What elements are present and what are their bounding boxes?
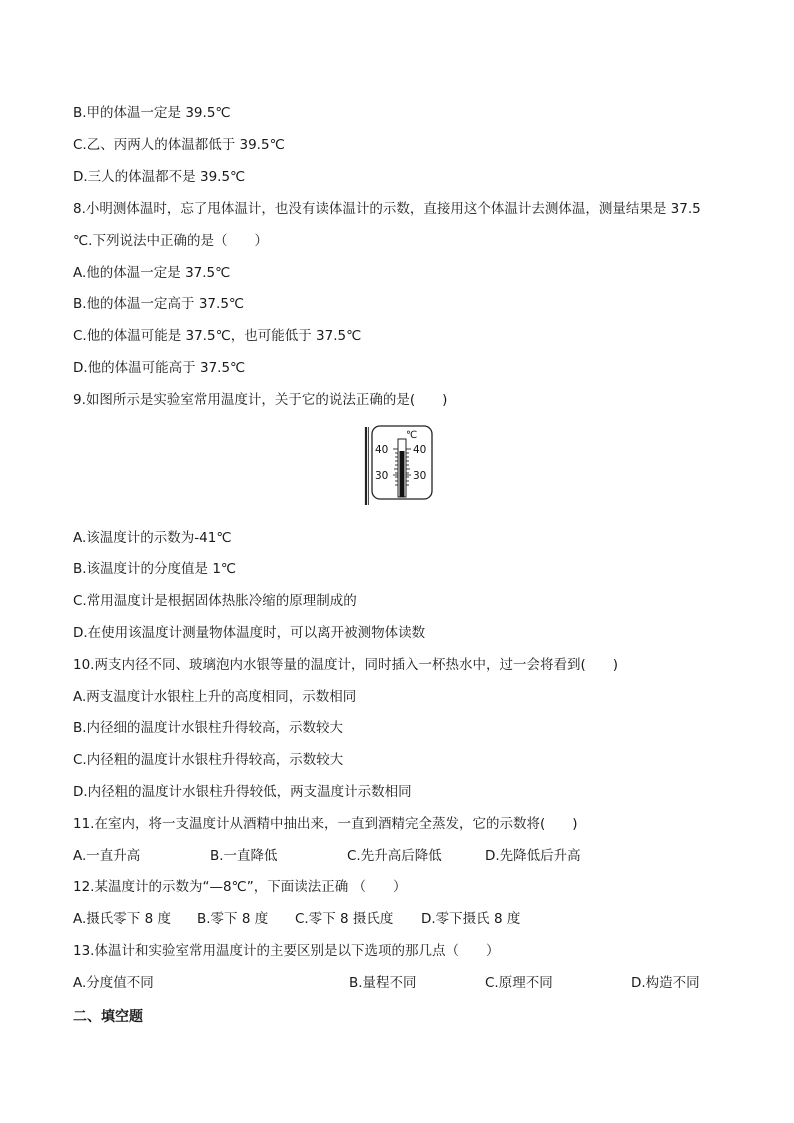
- q8-stem-line2: ℃.下列说法中正确的是（ ）: [73, 233, 268, 249]
- q7-option-d: D.三人的体温都不是 39.5℃: [73, 169, 246, 185]
- right-ticks: [406, 449, 411, 485]
- q8-stem-line1: 8.小明测体温时，忘了甩体温计，也没有读体温计的示数，直接用这个体温计去测体温，测量结果是 37.5: [73, 201, 701, 217]
- q7-option-c: C.乙、丙两人的体温都低于 39.5℃: [73, 137, 285, 153]
- q10-option-c: C.内径粗的温度计水银柱升得较高，示数较大: [73, 752, 344, 768]
- thermometer-svg: [360, 425, 435, 507]
- q12-option-c: C.零下 8 摄氏度: [295, 911, 394, 927]
- q11-option-c: C.先升高后降低: [347, 848, 442, 864]
- q8-option-c: C.他的体温可能是 37.5℃，也可能低于 37.5℃: [73, 328, 362, 344]
- q10-stem: 10.两支内径不同、玻璃泡内水银等量的温度计，同时插入一杯热水中，过一会将看到( ): [73, 657, 619, 673]
- mercury-column: [400, 451, 405, 497]
- thermometer-figure: [360, 425, 435, 507]
- q10-option-d: D.内径粗的温度计水银柱升得较低，两支温度计示数相同: [73, 784, 412, 800]
- q11-options: [73, 848, 713, 864]
- q11-option-d: D.先降低后升高: [485, 848, 581, 864]
- q8-option-a: A.他的体温一定是 37.5℃: [73, 265, 231, 281]
- q10-option-a: A.两支温度计水银柱上升的高度相同，示数相同: [73, 689, 357, 705]
- q8-option-b: B.他的体温一定高于 37.5℃: [73, 296, 245, 312]
- q13-option-a: A.分度值不同: [73, 975, 154, 991]
- left-ticks: [393, 449, 398, 485]
- q12-option-d: D.零下摄氏 8 度: [421, 911, 521, 927]
- q12-option-b: B.零下 8 度: [197, 911, 269, 927]
- q13-option-b: B.量程不同: [349, 975, 417, 991]
- q13-option-c: C.原理不同: [485, 975, 553, 991]
- q12-option-a: A.摄氏零下 8 度: [73, 911, 171, 927]
- q9-option-a: A.该温度计的示数为-41℃: [73, 530, 232, 546]
- q8-option-d: D.他的体温可能高于 37.5℃: [73, 360, 246, 376]
- right-label-40: 40: [413, 444, 427, 456]
- q9-option-c: C.常用温度计是根据固体热胀冷缩的原理制成的: [73, 593, 357, 609]
- q10-option-b: B.内径细的温度计水银柱升得较高，示数较大: [73, 720, 344, 736]
- left-label-30: 30: [375, 470, 389, 482]
- q9-option-d: D.在使用该温度计测量物体温度时，可以离开被测物体读数: [73, 625, 426, 641]
- q9-option-b: B.该温度计的分度值是 1℃: [73, 561, 237, 577]
- right-label-30: 30: [413, 470, 427, 482]
- section-title-fill-in: 二、填空题: [73, 1009, 143, 1025]
- q12-options: [73, 911, 713, 927]
- left-label-40: 40: [375, 444, 389, 456]
- q9-stem: 9.如图所示是实验室常用温度计，关于它的说法正确的是( ): [73, 392, 448, 408]
- q13-stem: 13.体温计和实验室常用温度计的主要区别是以下选项的那几点（ ）: [73, 943, 500, 959]
- q13-options: [73, 975, 733, 991]
- q11-stem: 11.在室内，将一支温度计从酒精中抽出来，一直到酒精完全蒸发，它的示数将( ): [73, 816, 578, 832]
- q12-stem: 12.某温度计的示数为“—8℃”，下面读法正确 （ ）: [73, 879, 407, 895]
- q11-option-a: A.一直升高: [73, 848, 141, 864]
- q11-option-b: B.一直降低: [210, 848, 278, 864]
- q13-option-d: D.构造不同: [631, 975, 700, 991]
- q7-option-b: B.甲的体温一定是 39.5℃: [73, 105, 231, 121]
- unit-label: ℃: [406, 430, 418, 441]
